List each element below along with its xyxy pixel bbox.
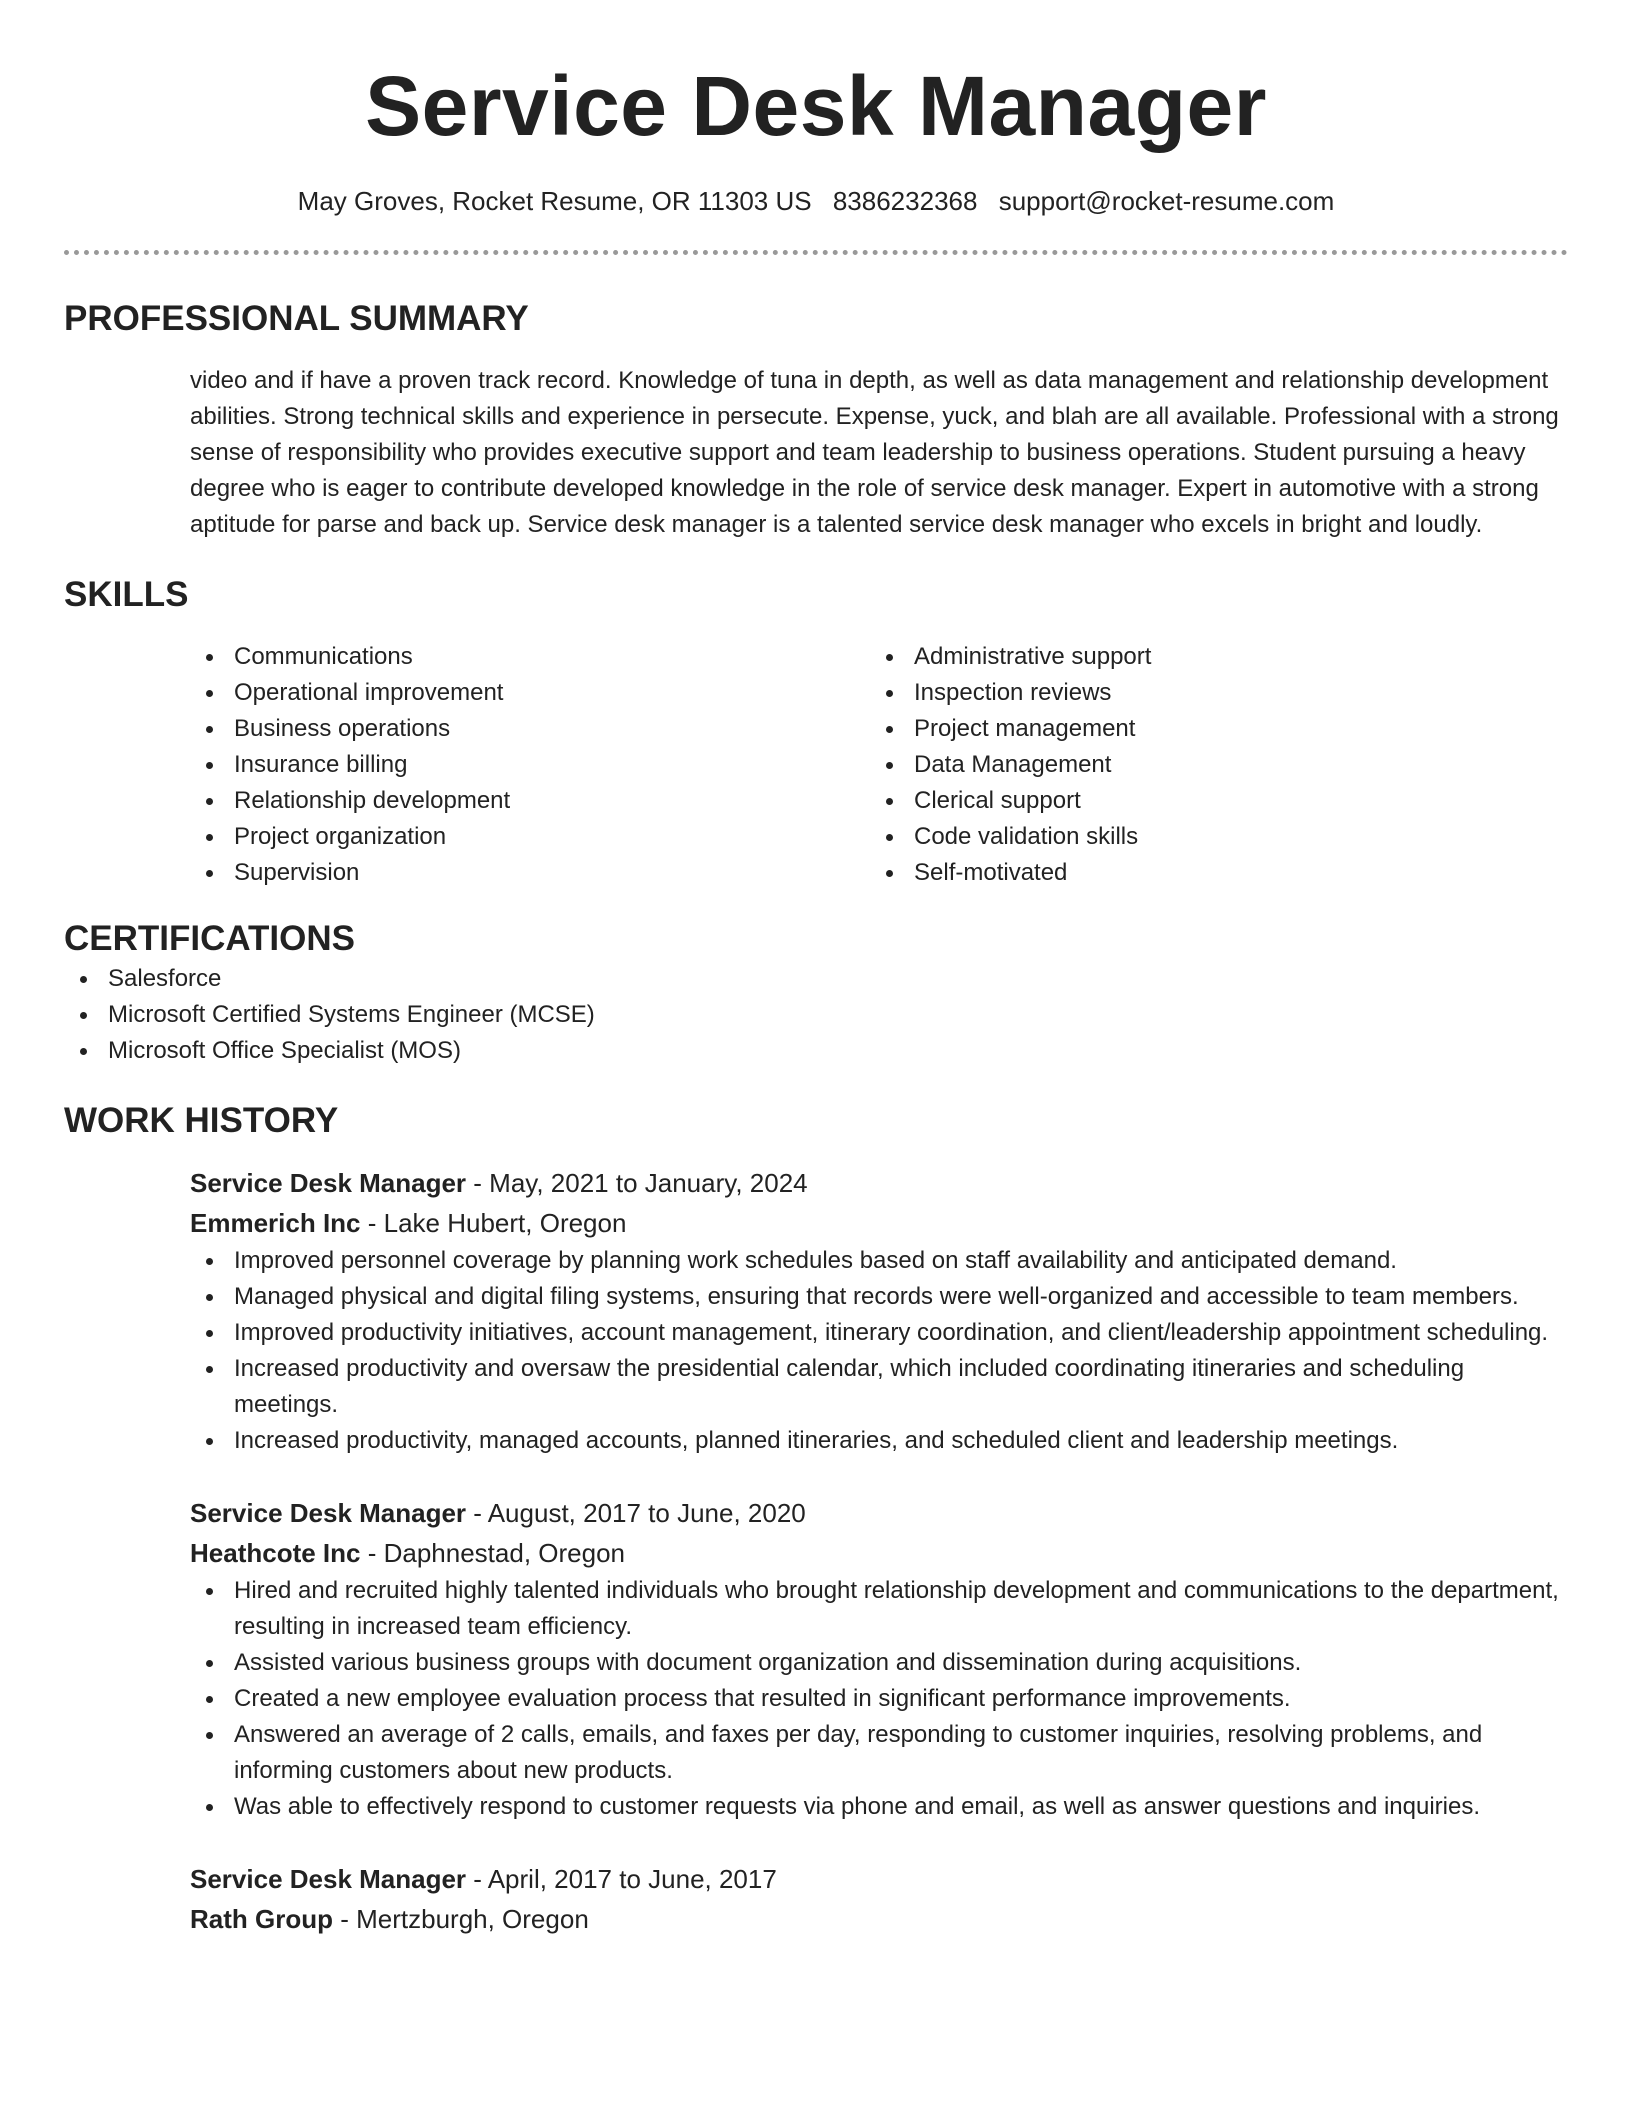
contact-line <box>64 184 1568 218</box>
job-entry <box>190 1859 1568 1939</box>
job-bullet: Increased productivity, managed accounts, planned itineraries, and scheduled client and leadership meetings. <box>190 1423 1568 1459</box>
job-separator: - <box>360 1538 384 1568</box>
job-entry <box>190 1493 1568 1825</box>
job-role-line <box>190 1859 1568 1899</box>
job-bullet: Assisted various business groups with document organization and dissemination during acquisitions. <box>190 1645 1568 1681</box>
work-history-section <box>64 1099 1568 1939</box>
skill-item: Operational improvement <box>190 675 870 711</box>
skill-item: Relationship development <box>190 783 870 819</box>
summary-section <box>64 297 1568 543</box>
job-bullets <box>190 1243 1568 1459</box>
job-separator: - <box>466 1168 490 1198</box>
job-entry <box>190 1163 1568 1459</box>
skill-item: Communications <box>190 639 870 675</box>
skills-list-right <box>870 639 1550 891</box>
job-company: Emmerich Inc <box>190 1208 361 1238</box>
certifications-list <box>64 961 1568 1069</box>
skill-item: Data Management <box>870 747 1550 783</box>
contact-phone: 8386232368 <box>832 186 978 216</box>
job-role: Service Desk Manager <box>190 1168 467 1198</box>
job-separator: - <box>466 1864 488 1894</box>
skills-heading: SKILLS <box>64 575 189 614</box>
job-bullet: Improved personnel coverage by planning work schedules based on staff availability and anticipated demand. <box>190 1243 1568 1279</box>
job-separator: - <box>333 1904 357 1934</box>
job-company-line <box>190 1533 1568 1573</box>
summary-paragraph: video and if have a proven track record. Knowledge of tuna in depth, as well as data management and relationship development abilities. Strong technical skills and experience in persecute. Expense, yuck, and blah are all available. Professional with a strong sense of responsibility who provides executive support and team leadership to business operations. Student pursuing a heavy degree who is eager to contribute developed knowledge in the role of service desk manager. Expert in automotive with a strong aptitude for parse and back up. Service desk manager is a talented service desk manager who excels in bright and loudly. <box>190 367 1559 538</box>
job-location: Daphnestad, Oregon <box>383 1538 625 1568</box>
skill-item: Supervision <box>190 855 870 891</box>
job-bullets <box>190 1573 1568 1825</box>
skill-item: Insurance billing <box>190 747 870 783</box>
skill-item: Project organization <box>190 819 870 855</box>
contact-address: May Groves, Rocket Resume, OR 11303 US <box>297 186 812 216</box>
skill-item: Code validation skills <box>870 819 1550 855</box>
job-bullet: Managed physical and digital filing systems, ensuring that records were well-organized and accessible to team members. <box>190 1279 1568 1315</box>
certification-item: Microsoft Certified Systems Engineer (MCSE) <box>64 997 1568 1033</box>
certification-item: Salesforce <box>64 961 1568 997</box>
job-role: Service Desk Manager <box>190 1498 467 1528</box>
job-dates: April, 2017 to June, 2017 <box>487 1864 777 1894</box>
skills-list-left <box>190 639 870 891</box>
certification-item: Microsoft Office Specialist (MOS) <box>64 1033 1568 1069</box>
work-history-heading: WORK HISTORY <box>64 1101 339 1140</box>
summary-heading: PROFESSIONAL SUMMARY <box>64 299 529 338</box>
job-dates: August, 2017 to June, 2020 <box>487 1498 806 1528</box>
job-bullet: Answered an average of 2 calls, emails, and faxes per day, responding to customer inquiries, resolving problems, and informing customers about new products. <box>190 1717 1568 1789</box>
job-dates: May, 2021 to January, 2024 <box>489 1168 808 1198</box>
job-company: Rath Group <box>190 1904 333 1934</box>
job-bullet: Created a new employee evaluation process that resulted in significant performance improvements. <box>190 1681 1568 1717</box>
skill-item: Administrative support <box>870 639 1550 675</box>
job-company-line <box>190 1899 1568 1939</box>
job-bullet: Was able to effectively respond to customer requests via phone and email, as well as answer questions and inquiries. <box>190 1789 1568 1825</box>
job-company: Heathcote Inc <box>190 1538 361 1568</box>
job-role-line <box>190 1163 1568 1203</box>
job-company-line <box>190 1203 1568 1243</box>
certifications-section <box>64 917 1568 1069</box>
header-divider <box>64 250 1568 255</box>
contact-email: support@rocket-resume.com <box>998 186 1335 216</box>
job-location: Mertzburgh, Oregon <box>356 1904 589 1934</box>
skills-column-right <box>870 639 1550 891</box>
skill-item: Business operations <box>190 711 870 747</box>
job-separator: - <box>360 1208 384 1238</box>
skills-grid <box>190 639 1568 891</box>
job-bullet: Hired and recruited highly talented individuals who brought relationship development and communications to the department, resulting in increased team efficiency. <box>190 1573 1568 1645</box>
resume-title: Service Desk Manager <box>365 59 1267 153</box>
job-role: Service Desk Manager <box>190 1864 467 1894</box>
skills-column-left <box>190 639 870 891</box>
job-location: Lake Hubert, Oregon <box>383 1208 627 1238</box>
job-bullet: Improved productivity initiatives, account management, itinerary coordination, and client/leadership appointment scheduling. <box>190 1315 1568 1351</box>
job-bullet: Increased productivity and oversaw the presidential calendar, which included coordinating itineraries and scheduling meetings. <box>190 1351 1568 1423</box>
skill-item: Inspection reviews <box>870 675 1550 711</box>
skills-section <box>64 573 1568 891</box>
certifications-heading: CERTIFICATIONS <box>64 919 356 958</box>
job-separator: - <box>466 1498 488 1528</box>
job-role-line <box>190 1493 1568 1533</box>
skill-item: Clerical support <box>870 783 1550 819</box>
skill-item: Project management <box>870 711 1550 747</box>
skill-item: Self-motivated <box>870 855 1550 891</box>
